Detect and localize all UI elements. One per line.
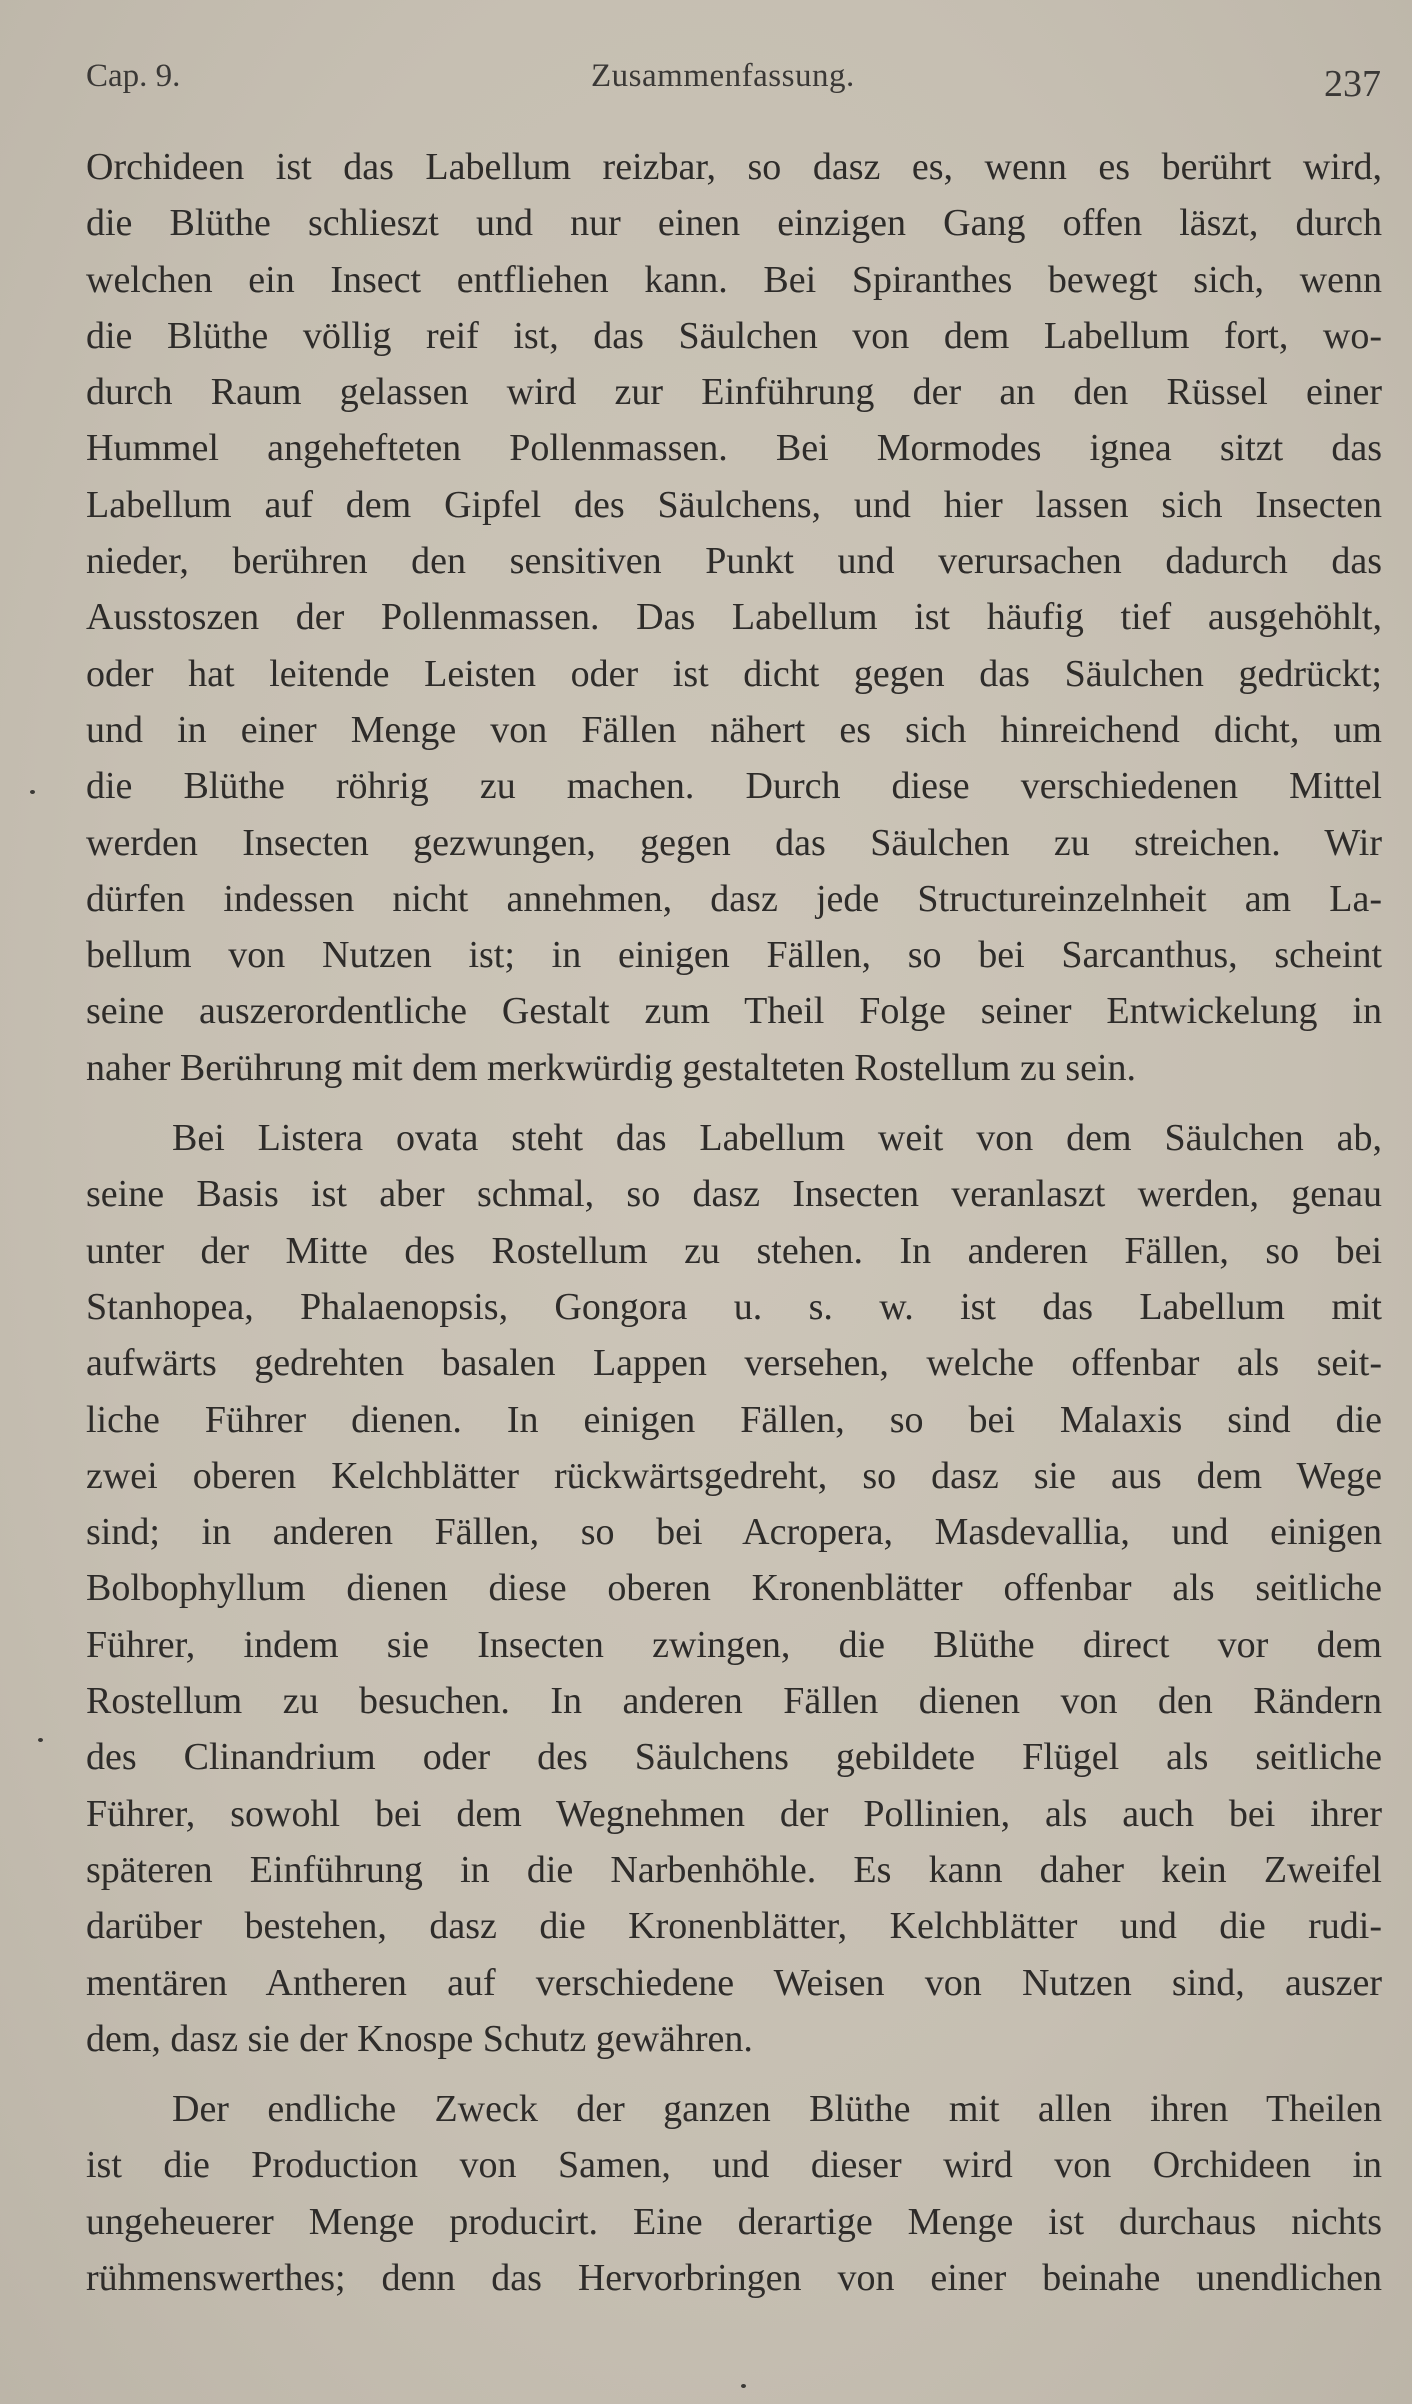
text-line: unter der Mitte des Rostellum zu stehen. In anderen Fällen, so bei xyxy=(86,1229,1382,1272)
text-line: seine auszerordentliche Gestalt zum Theil Folge seiner Entwickelung in xyxy=(86,990,1382,1033)
text-line: sind; in anderen Fällen, so bei Acropera, Masdevallia, und einigen xyxy=(86,1511,1382,1554)
text-line: und in einer Menge von Fällen nähert es sich hinreichend dicht, um xyxy=(86,708,1382,751)
text-line: die Blüthe schlieszt und nur einen einzigen Gang offen läszt, durch xyxy=(86,202,1382,245)
text-line: nieder, berühren den sensitiven Punkt und verursachen dadurch das xyxy=(86,540,1382,583)
text-line: mentären Antheren auf verschiedene Weisen von Nutzen sind, auszer xyxy=(86,1961,1382,2004)
running-title: Zusammenfassung. xyxy=(591,58,855,94)
print-speck xyxy=(38,1738,43,1742)
text-line: Ausstoszen der Pollenmassen. Das Labellum ist häufig tief ausgehöhlt, xyxy=(86,596,1382,639)
print-speck xyxy=(741,2384,746,2388)
text-line: des Clinandrium oder des Säulchens gebildete Flügel als seitliche xyxy=(86,1736,1382,1779)
text-line: durch Raum gelassen wird zur Einführung der an den Rüssel einer xyxy=(86,371,1382,414)
text-line: werden Insecten gezwungen, gegen das Säulchen zu streichen. Wir xyxy=(86,821,1382,864)
text-line: Labellum auf dem Gipfel des Säulchens, und hier lassen sich Insecten xyxy=(86,483,1382,526)
text-line: Der endliche Zweck der ganzen Blüthe mit allen ihren Theilen xyxy=(172,2088,1382,2131)
text-line: Hummel angehefteten Pollenmassen. Bei Mormodes ignea sitzt das xyxy=(86,427,1382,470)
text-line: oder hat leitende Leisten oder ist dicht gegen das Säulchen gedrückt; xyxy=(86,652,1382,695)
text-line: Bei Listera ovata steht das Labellum weit von dem Säulchen ab, xyxy=(172,1117,1382,1160)
text-line: seine Basis ist aber schmal, so dasz Insecten veranlaszt werden, genau xyxy=(86,1173,1382,1216)
text-line: zwei oberen Kelchblätter rückwärtsgedreht, so dasz sie aus dem Wege xyxy=(86,1454,1382,1497)
text-line: Führer, sowohl bei dem Wegnehmen der Pollinien, als auch bei ihrer xyxy=(86,1792,1382,1835)
text-line: die Blüthe röhrig zu machen. Durch diese verschiedenen Mittel xyxy=(86,765,1382,808)
text-line: ungeheuerer Menge producirt. Eine derartige Menge ist durchaus nichts xyxy=(86,2200,1382,2243)
paragraph xyxy=(86,2081,1382,2306)
body-text xyxy=(86,139,1382,2306)
text-line: dürfen indessen nicht annehmen, dasz jede Structureinzelnheit am La- xyxy=(86,877,1382,920)
text-line: die Blüthe völlig reif ist, das Säulchen von dem Labellum fort, wo- xyxy=(86,314,1382,357)
paragraph xyxy=(86,1110,1382,2067)
page-number: 237 xyxy=(1324,63,1381,105)
text-line: bellum von Nutzen ist; in einigen Fällen, so bei Sarcanthus, scheint xyxy=(86,934,1382,977)
text-line: dem, dasz sie der Knospe Schutz gewähren. xyxy=(86,2017,753,2060)
text-line: welchen ein Insect entfliehen kann. Bei Spiranthes bewegt sich, wenn xyxy=(86,258,1382,301)
print-speck xyxy=(30,790,35,794)
chapter-label: Cap. 9. xyxy=(86,58,181,94)
text-line: Bolbophyllum dienen diese oberen Kronenblätter offenbar als seitliche xyxy=(86,1567,1382,1610)
running-header xyxy=(86,58,1381,108)
paragraph-gap xyxy=(86,1096,1382,1110)
text-line: darüber bestehen, dasz die Kronenblätter, Kelchblätter und die rudi- xyxy=(86,1905,1382,1948)
text-line: Orchideen ist das Labellum reizbar, so dasz es, wenn es berührt wird, xyxy=(86,146,1382,188)
paragraph xyxy=(86,139,1382,1096)
text-line: Stanhopea, Phalaenopsis, Gongora u. s. w. ist das Labellum mit xyxy=(86,1285,1382,1328)
text-line: ist die Production von Samen, und dieser wird von Orchideen in xyxy=(86,2144,1382,2187)
text-line: Führer, indem sie Insecten zwingen, die Blüthe direct vor dem xyxy=(86,1623,1382,1666)
text-line: rühmenswerthes; denn das Hervorbringen von einer beinahe unendlichen xyxy=(86,2256,1382,2299)
text-line: späteren Einführung in die Narbenhöhle. Es kann daher kein Zweifel xyxy=(86,1848,1382,1891)
text-line: aufwärts gedrehten basalen Lappen versehen, welche offenbar als seit- xyxy=(86,1342,1382,1385)
text-line: naher Berührung mit dem merkwürdig gestalteten Rostellum zu sein. xyxy=(86,1046,1137,1089)
text-line: liche Führer dienen. In einigen Fällen, so bei Malaxis sind die xyxy=(86,1398,1382,1441)
paragraph-gap xyxy=(86,2067,1382,2081)
text-line: Rostellum zu besuchen. In anderen Fällen dienen von den Rändern xyxy=(86,1680,1382,1723)
